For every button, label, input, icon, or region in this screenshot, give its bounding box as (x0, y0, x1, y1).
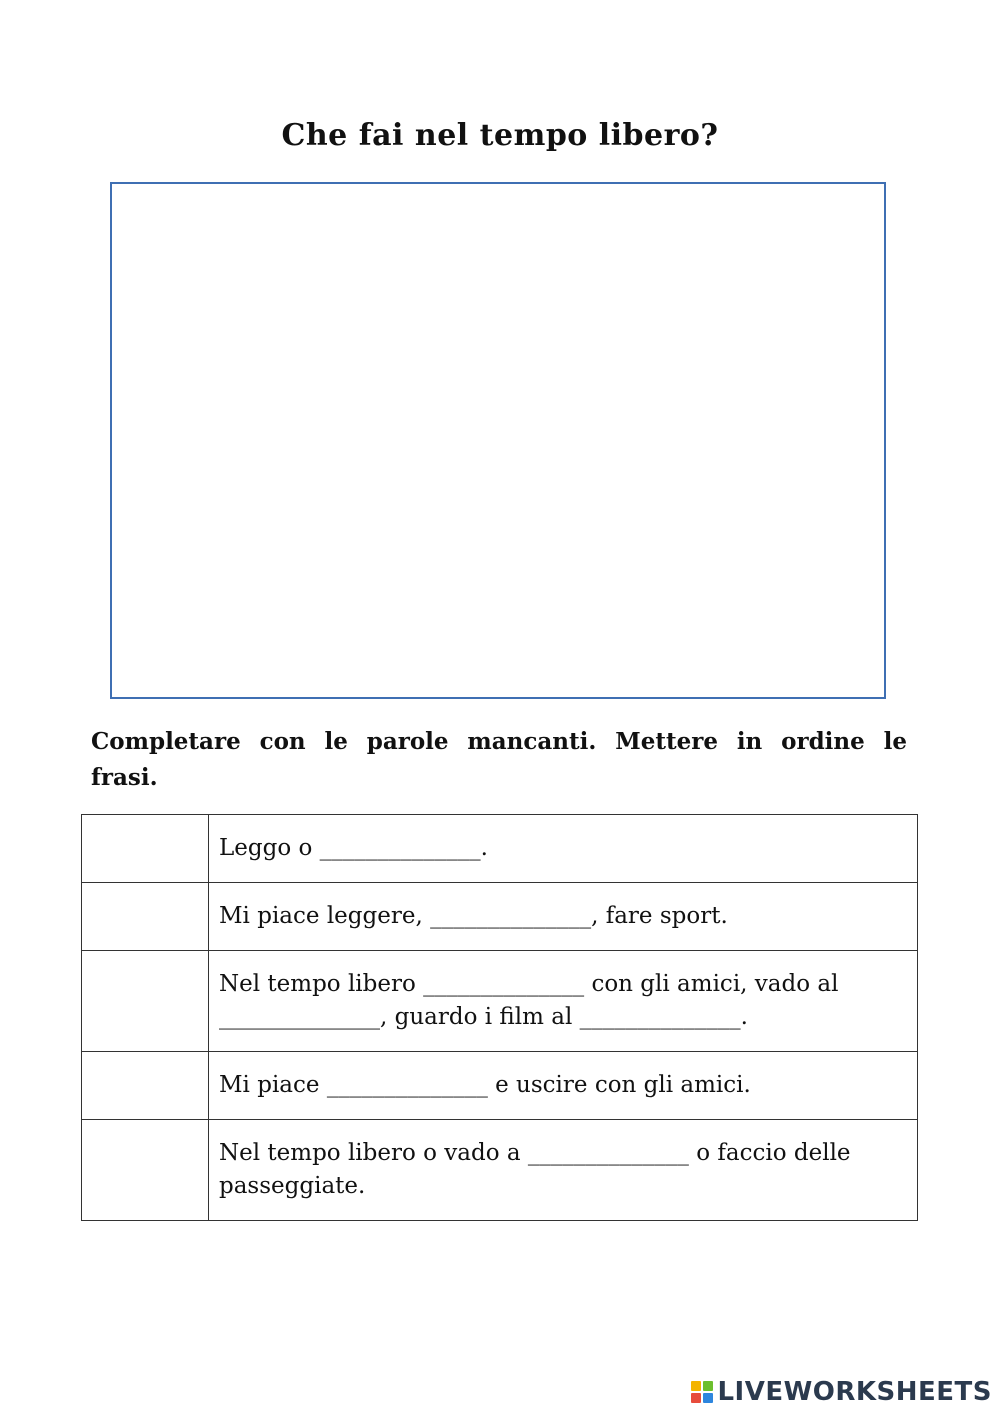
logo-square (691, 1381, 701, 1391)
order-input-cell[interactable] (82, 951, 209, 1052)
picture-frame (110, 182, 886, 699)
logo-square (691, 1393, 701, 1403)
sentence-cell: Nel tempo libero o vado a ______________ o faccio delle passeggiate. (209, 1120, 918, 1221)
liveworksheets-logo (691, 1377, 992, 1407)
sentence-cell: Nel tempo libero ______________ con gli amici, vado al ______________, guardo i film al ______________. (209, 951, 918, 1052)
page-title: Che fai nel tempo libero? (281, 118, 719, 153)
table-row (82, 1120, 918, 1221)
table-row (82, 951, 918, 1052)
order-input-cell[interactable] (82, 883, 209, 951)
logo-text: LIVEWORKSHEETS (717, 1377, 992, 1407)
liveworksheets-logo-icon (691, 1381, 713, 1403)
logo-square (703, 1393, 713, 1403)
exercise-table (81, 814, 918, 1221)
sentence-cell: Mi piace ______________ e uscire con gli amici. (209, 1052, 918, 1120)
order-input-cell[interactable] (82, 815, 209, 883)
table-row (82, 1052, 918, 1120)
sentence-cell: Mi piace leggere, ______________, fare sport. (209, 883, 918, 951)
logo-square (703, 1381, 713, 1391)
order-input-cell[interactable] (82, 1120, 209, 1221)
table-row (82, 815, 918, 883)
order-input-cell[interactable] (82, 1052, 209, 1120)
instructions-text: Completare con le parole mancanti. Mettere in ordine le frasi. (91, 728, 907, 791)
table-row (82, 883, 918, 951)
sentence-cell: Leggo o ______________. (209, 815, 918, 883)
